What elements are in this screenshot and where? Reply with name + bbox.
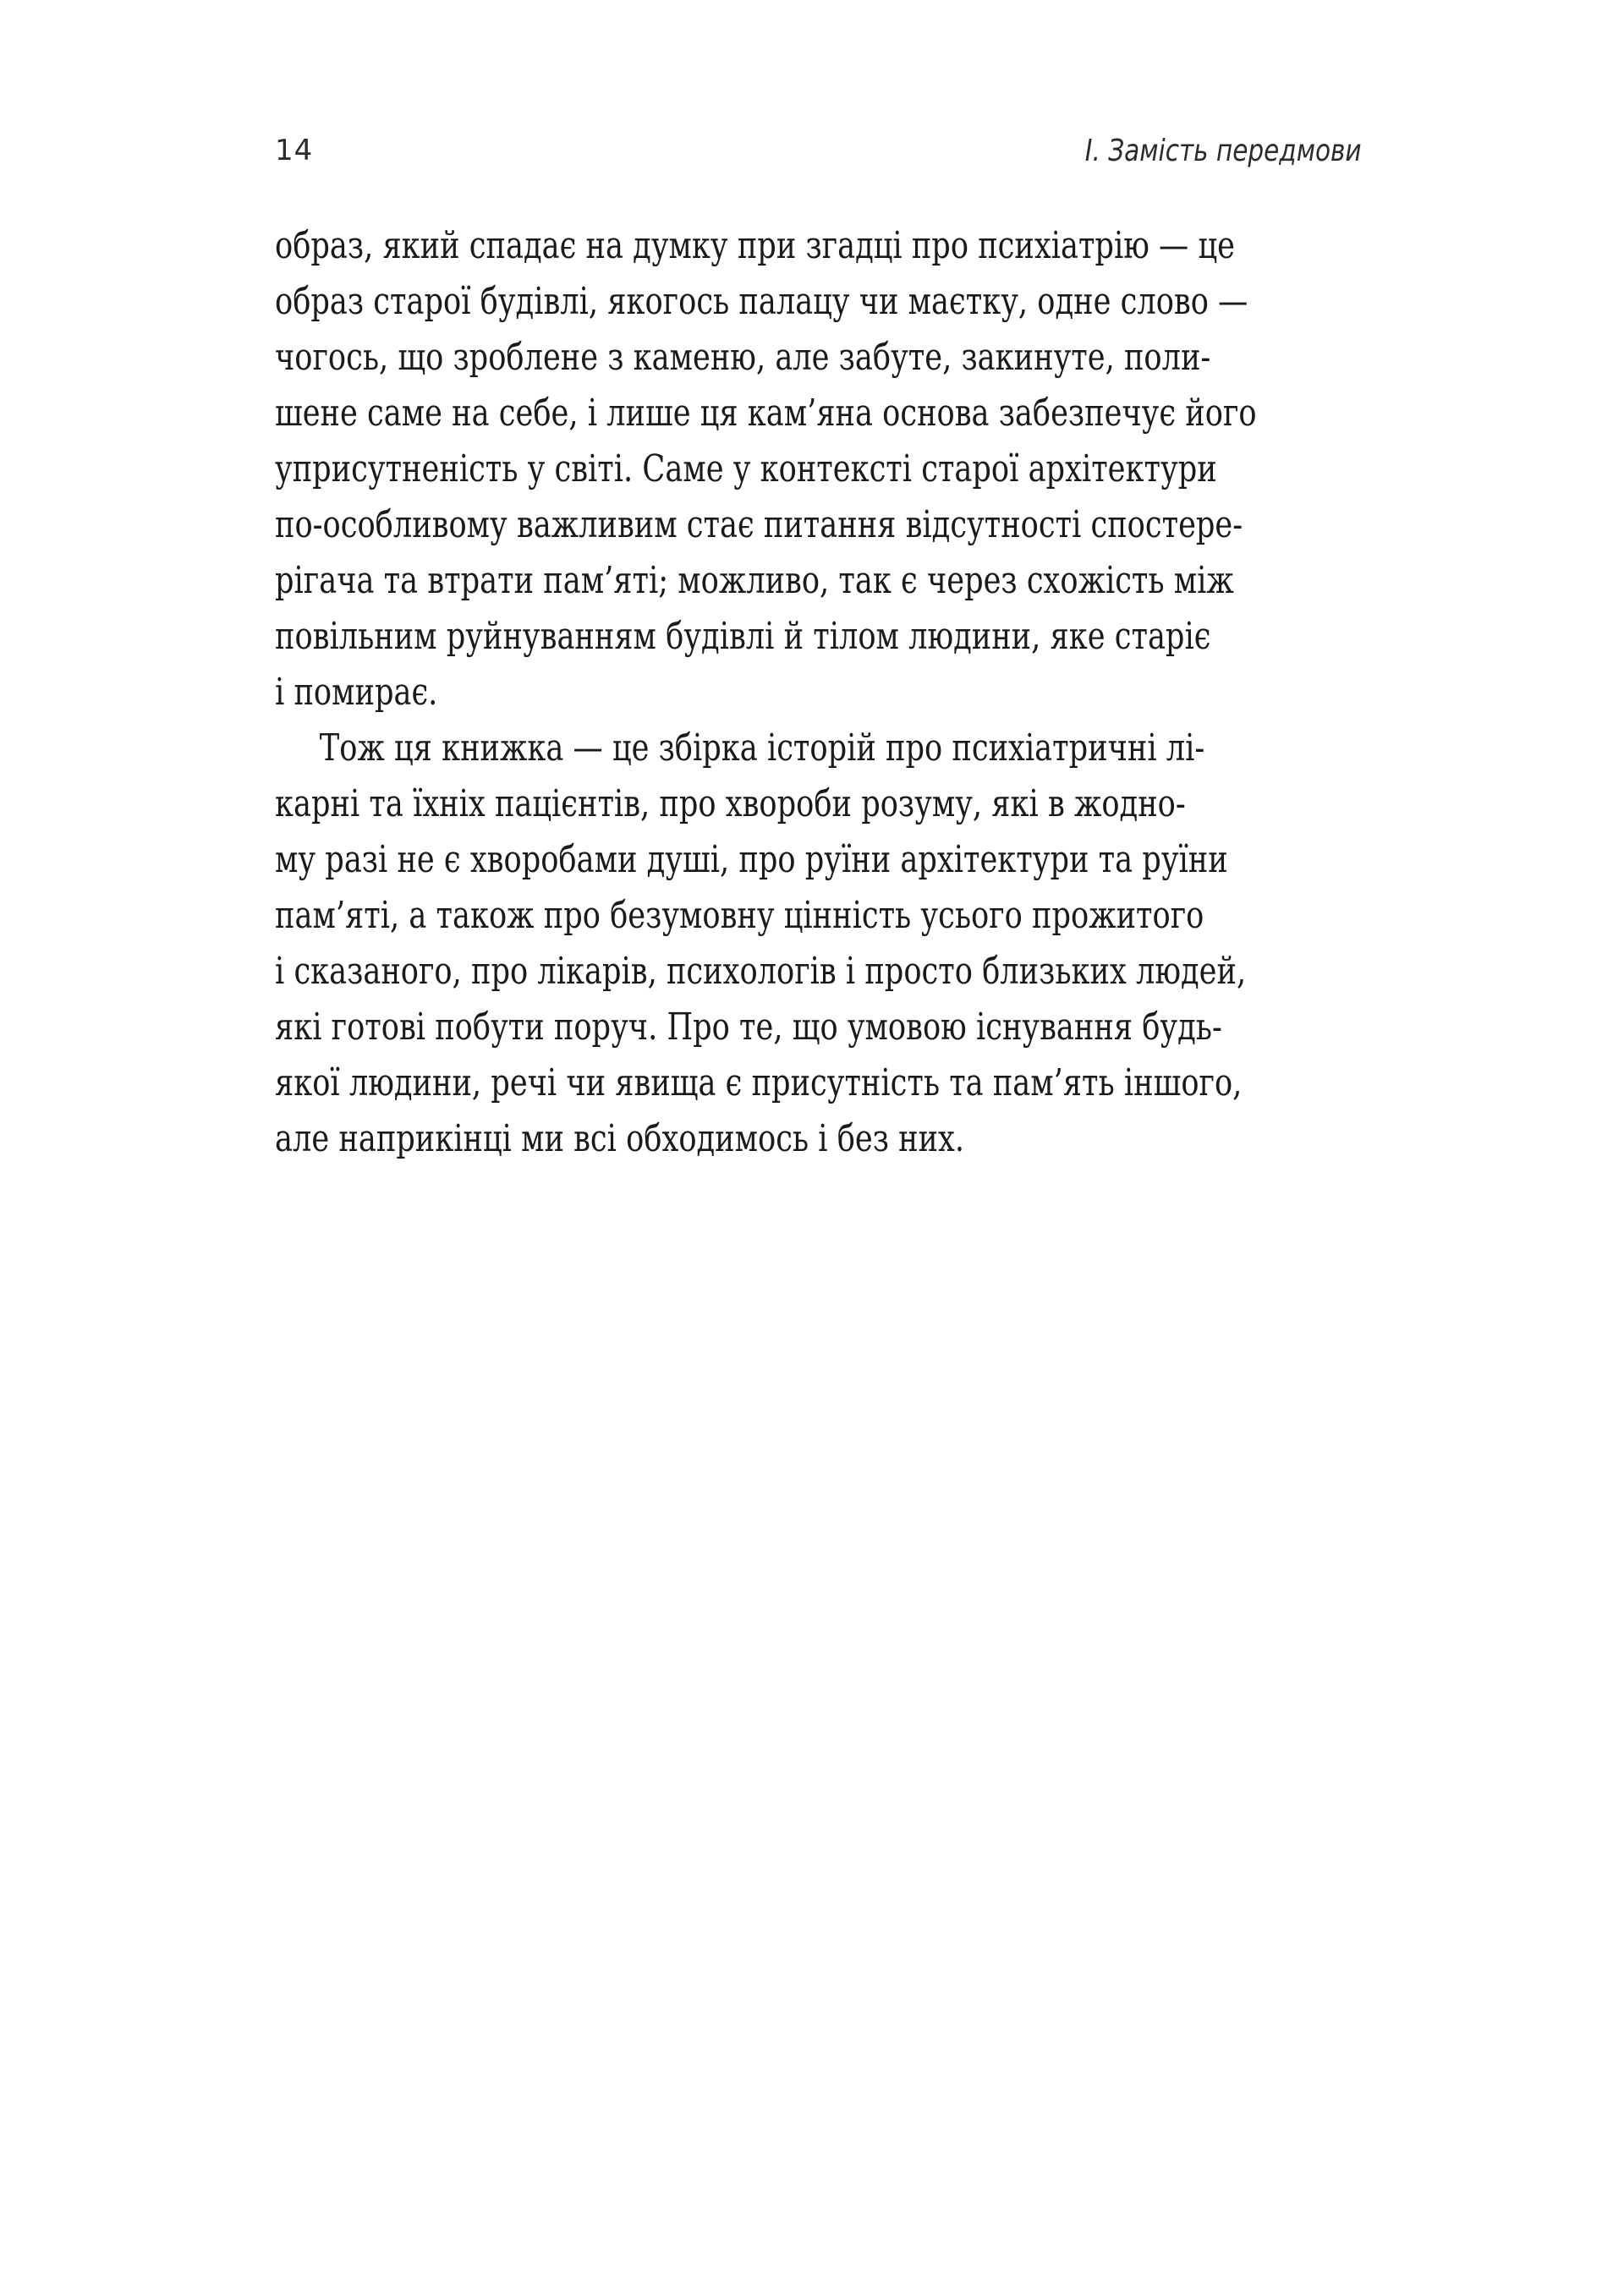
- text-line: і помирає.: [275, 671, 438, 714]
- text-line: му разі не є хворобами душі, про руїни архітектури та руїни: [275, 838, 1228, 881]
- chapter-title: І. Замість передмови: [1085, 134, 1362, 168]
- text-line: повільним руйнуванням будівлі й тілом людини, яке старіє: [275, 615, 1211, 658]
- text-line: і сказаного, про лікарів, психологів і просто близьких людей,: [275, 950, 1247, 993]
- paragraph-1: [275, 218, 1362, 721]
- page-number: 14: [275, 134, 314, 167]
- text-line: уприсутненість у світі. Саме у контексті старої архітектури: [275, 447, 1217, 490]
- text-line-first: Тож ця книжка — це збірка історій про психіатричні лі-: [319, 726, 1205, 770]
- text-line: пам’яті, а також про безумовну цінність усього прожитого: [275, 894, 1204, 937]
- paragraph-2: [275, 721, 1362, 1167]
- text-line: які готові побути поруч. Про те, що умовою існування будь-: [275, 1006, 1222, 1049]
- text-line: але наприкінці ми всі обходимось і без них.: [275, 1117, 965, 1160]
- text-line: рігача та втрати пам’яті; можливо, так є через схожість між: [275, 559, 1234, 602]
- body-text: [275, 218, 1362, 1167]
- text-line: по-особливому важливим стає питання відсутності спостере-: [275, 503, 1243, 546]
- text-line: образ, який спадає на думку при згадці про психіатрію — це: [275, 224, 1235, 267]
- text-line: шене саме на себе, і лише ця кам’яна основа забезпечує його: [275, 392, 1257, 435]
- text-line: образ старої будівлі, якогось палацу чи маєтку, одне слово —: [275, 280, 1248, 323]
- running-head: [275, 134, 1362, 184]
- text-line: карні та їхніх пацієнтів, про хвороби розуму, які в жодно-: [275, 782, 1186, 825]
- text-line: якої людини, речі чи явища є присутність та пам’ять іншого,: [275, 1061, 1243, 1104]
- text-line: чогось, що зроблене з каменю, але забуте, закинуте, поли-: [275, 336, 1211, 379]
